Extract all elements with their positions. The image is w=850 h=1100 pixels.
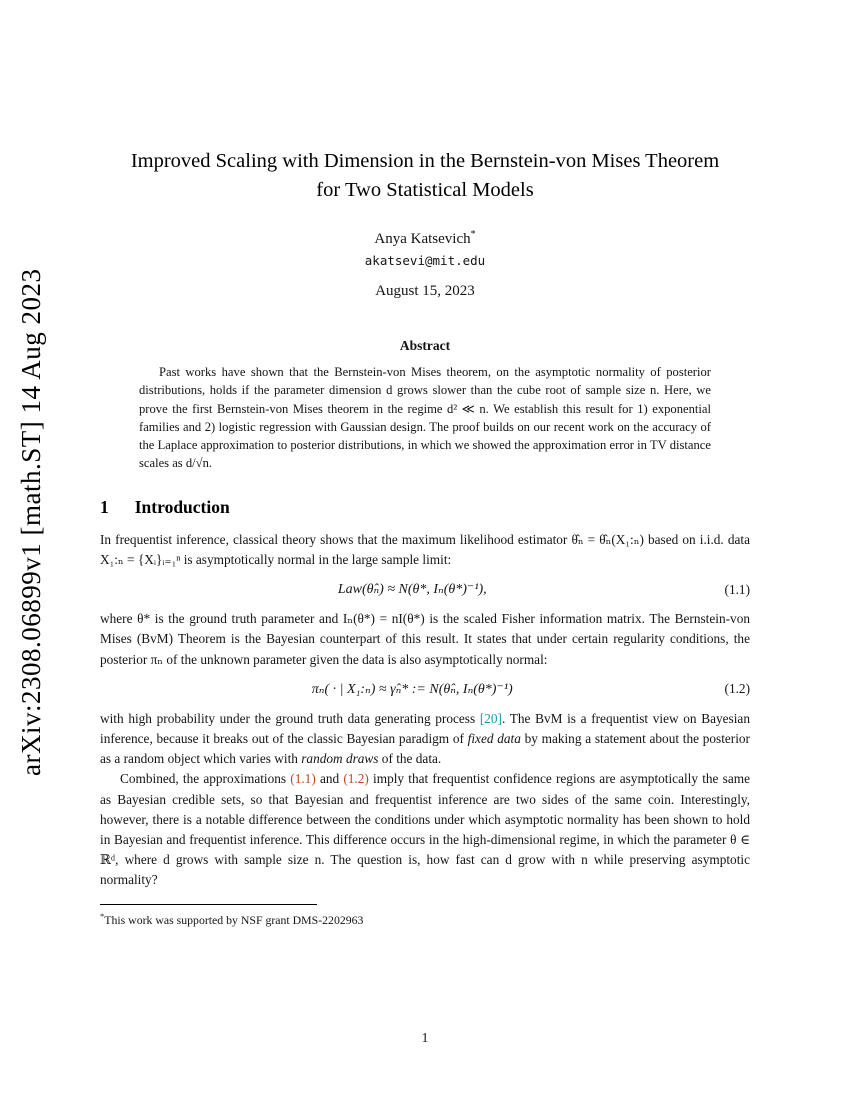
equation-1-2-number: (1.2) <box>724 681 750 697</box>
text-run: by making a statement about the posterior as a random object which varies with <box>100 730 750 767</box>
equation-1-1-number: (1.1) <box>724 581 750 597</box>
abstract-section <box>139 338 711 473</box>
equation-1-2-body: πₙ( · | X₁:ₙ) ≈ γ̂ₙ* := N(θ̂ₙ, Iₙ(θ*)⁻¹) <box>311 681 513 697</box>
author-name: Anya Katsevich <box>374 231 471 248</box>
footnote-mark: * <box>100 910 105 921</box>
paper-title: Improved Scaling with Dimension in the Bernstein-von Mises Theorem for Two Statistical Models <box>130 150 720 202</box>
eqref-1-2-link[interactable]: (1.2) <box>343 771 369 787</box>
paper-content <box>100 147 750 928</box>
emphasis-fixed-data: fixed data <box>467 730 521 746</box>
emphasis-random-draws: random draws <box>301 751 379 767</box>
footnote-text: This work was supported by NSF grant DMS-2202963 <box>104 912 364 927</box>
author-line <box>100 229 750 248</box>
abstract-text: Past works have shown that the Bernstein-von Mises theorem, on the asymptotic normality of posterior distributions, holds if the parameter dimension d grows slower than the cube root of sample size n. Here, we prove the first Bernstein-von Mises theorem in the regime d² ≪ n. We establish this result for 1) exponential families and 2) logistic regression with Gaussian design. The proof builds on our recent work on the accuracy of the Laplace approximation to posterior distributions, in which we showed the approximation error in TV distance scales as d/√n. <box>139 365 711 471</box>
paper-date: August 15, 2023 <box>375 283 475 300</box>
paragraph-mle: In frequentist inference, classical theory shows that the maximum likelihood estimator θ̂ₙ = θ̂ₙ(X₁:ₙ) based on i.i.d. data X₁:ₙ = {Xᵢ}ᵢ₌₁ⁿ is asymptotically normal in the large sample limit: <box>100 531 750 567</box>
footnote-rule <box>100 904 317 905</box>
citation-20-link[interactable]: [20] <box>479 710 502 726</box>
text-run: imply that frequentist confidence regions are asymptotically the same as Bayesian credible sets, so that Bayesian and frequentist inference are two sides of the same coin. Interestingly, however, there is a notable difference between the conditions under which asymptotic normality has been shown to hold in Bayesian and frequentist inference. This difference occurs in the high-dimensional regime, in which the parameter θ ∈ ℝᵈ, where d grows with sample size n. The question is, how fast can d grow with n while preserving asymptotic normality? <box>100 771 750 888</box>
footnote <box>100 911 750 928</box>
text-run: with high probability under the ground truth data generating process <box>100 710 480 726</box>
text-run: Combined, the approximations <box>120 771 291 787</box>
paragraph-bvm: where θ* is the ground truth parameter and Iₙ(θ*) = nI(θ*) is the scaled Fisher information matrix. The Bernstein-von Mises (BvM) Theorem is the Bayesian counterpart of this result. It states that under certain regularity conditions, the posterior πₙ of the unknown parameter given the data is also asymptotically normal: <box>100 611 750 667</box>
eqref-1-1-link[interactable]: (1.1) <box>290 771 316 787</box>
section-number: 1 <box>100 496 109 517</box>
text-run: of the data. <box>378 751 442 767</box>
section-title: Introduction <box>134 496 230 517</box>
text-run: . The BvM is a frequentist view on Bayesian inference, because it breaks out of the classic Bayesian paradigm of <box>100 710 750 746</box>
paragraph-high-probability <box>100 709 750 770</box>
equation-1-2 <box>100 681 750 698</box>
footnote-block <box>100 904 750 928</box>
paragraph-combined <box>100 769 750 890</box>
author-footnote-mark: * <box>470 229 476 241</box>
arxiv-stamp: arXiv:2308.06899v1 [math.ST] 14 Aug 2023 <box>16 268 46 776</box>
abstract-heading: Abstract <box>399 338 451 354</box>
section-1-heading <box>100 497 750 518</box>
equation-1-1 <box>100 581 750 598</box>
page-number: 1 <box>421 1030 429 1045</box>
text-run: and <box>315 771 344 787</box>
equation-1-1-body: Law(θ̂ₙ) ≈ N(θ*, Iₙ(θ*)⁻¹), <box>337 582 487 598</box>
author-email: akatsevi@mit.edu <box>364 253 486 269</box>
author-block <box>100 229 750 300</box>
